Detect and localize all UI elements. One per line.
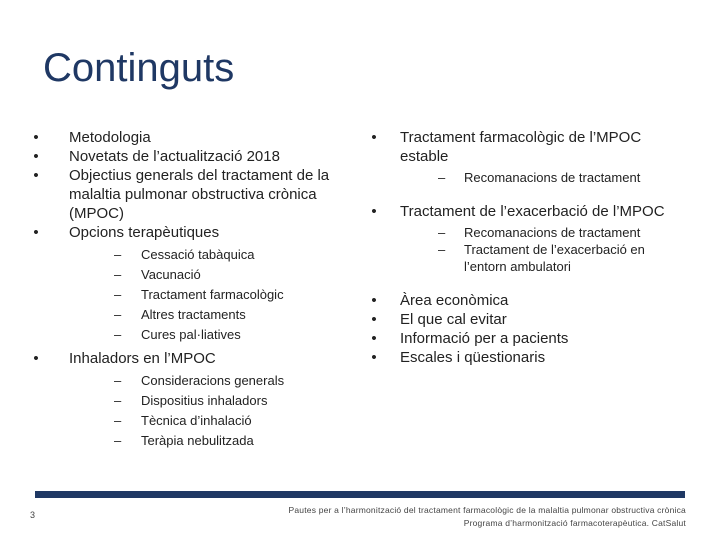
sub-item-label: Vacunació — [141, 267, 201, 282]
dash-marker: – — [438, 170, 446, 185]
sub-item-label: Tractament farmacològic — [141, 287, 284, 302]
contents-item — [368, 329, 688, 348]
sub-list — [400, 169, 688, 186]
sub-list — [69, 245, 360, 345]
footer-line-2: Programa d’harmonització farmacoterapèutica. CatSalut — [463, 518, 686, 528]
sub-item-label: Recomanacions de tractament — [464, 170, 641, 185]
sub-item-label: Recomanacions de tractament — [464, 225, 641, 240]
contents-left-column — [30, 128, 360, 455]
contents-item — [368, 128, 688, 186]
sub-item — [400, 224, 688, 241]
bullet-marker: • — [33, 148, 39, 165]
bullet-marker: • — [33, 167, 39, 184]
sub-item — [69, 325, 360, 345]
bullet-marker: • — [371, 349, 377, 366]
sub-list — [400, 224, 688, 275]
footer-line-1: Pautes per a l’harmonització del tractament farmacològic de la malaltia pulmonar obstructiva crònica — [288, 505, 686, 515]
sub-item-label: Dispositius inhaladors — [141, 393, 268, 408]
contents-list-left — [30, 128, 360, 451]
list-spacer — [368, 190, 688, 202]
dash-marker: – — [114, 393, 122, 408]
contents-item-label: Tractament farmacològic de l’MPOC estable — [400, 129, 642, 165]
contents-item-label: Inhaladors en l’MPOC — [69, 350, 216, 367]
sub-item — [400, 241, 688, 275]
dash-marker: – — [114, 287, 122, 302]
dash-marker: – — [438, 242, 446, 257]
dash-marker: – — [114, 307, 122, 322]
dash-marker: – — [114, 267, 122, 282]
sub-item — [69, 245, 360, 265]
sub-item-label: Cessació tabàquica — [141, 247, 255, 262]
sub-item — [69, 305, 360, 325]
sub-item-label: Tractament de l’exacerbació en l’entorn ambulatori — [464, 242, 645, 274]
contents-item-label: Novetats de l’actualització 2018 — [69, 148, 280, 165]
contents-item-label: Àrea econòmica — [400, 292, 509, 309]
dash-marker: – — [114, 327, 122, 342]
sub-item-label: Altres tractaments — [141, 307, 246, 322]
contents-item — [30, 349, 360, 451]
sub-list — [69, 371, 360, 451]
sub-item — [69, 431, 360, 451]
sub-item — [69, 285, 360, 305]
sub-item — [69, 265, 360, 285]
contents-item — [368, 348, 688, 367]
dash-marker: – — [114, 373, 122, 388]
contents-item — [368, 310, 688, 329]
list-spacer — [368, 279, 688, 291]
bullet-marker: • — [371, 129, 377, 146]
page-title: Continguts — [43, 46, 235, 90]
contents-item-label: Escales i qüestionaris — [400, 349, 546, 366]
contents-item — [30, 128, 360, 147]
contents-item-label: El que cal evitar — [400, 311, 507, 328]
dash-marker: – — [114, 433, 122, 448]
contents-item — [30, 166, 360, 223]
sub-item-label: Consideracions generals — [141, 373, 285, 388]
bullet-marker: • — [371, 203, 377, 220]
contents-item-label: Informació per a pacients — [400, 330, 569, 347]
sub-item — [400, 169, 688, 186]
sub-item — [69, 391, 360, 411]
footer-text — [289, 504, 687, 530]
contents-item — [368, 202, 688, 275]
sub-item-label: Tècnica d’inhalació — [141, 413, 252, 428]
dash-marker: – — [438, 225, 446, 240]
sub-item — [69, 411, 360, 431]
bullet-marker: • — [33, 224, 39, 241]
sub-item-label: Teràpia nebulitzada — [141, 433, 254, 448]
contents-item — [30, 223, 360, 345]
bullet-marker: • — [371, 330, 377, 347]
footer-divider — [35, 491, 685, 498]
bullet-marker: • — [33, 129, 39, 146]
sub-item — [69, 371, 360, 391]
contents-item-label: Tractament de l’exacerbació de l’MPOC — [400, 203, 665, 220]
bullet-marker: • — [33, 350, 39, 367]
contents-item — [30, 147, 360, 166]
dash-marker: – — [114, 247, 122, 262]
sub-item-label: Cures pal·liatives — [141, 327, 241, 342]
contents-item-label: Opcions terapèutiques — [69, 224, 220, 241]
contents-item-label: Metodologia — [69, 129, 151, 146]
contents-item-label: Objectius generals del tractament de la malaltia pulmonar obstructiva crònica (MPOC) — [69, 167, 330, 222]
bullet-marker: • — [371, 292, 377, 309]
bullet-marker: • — [371, 311, 377, 328]
contents-right-column — [368, 128, 688, 367]
contents-item — [368, 291, 688, 310]
dash-marker: – — [114, 413, 122, 428]
page-number: 3 — [30, 510, 36, 520]
contents-list-right — [368, 128, 688, 367]
